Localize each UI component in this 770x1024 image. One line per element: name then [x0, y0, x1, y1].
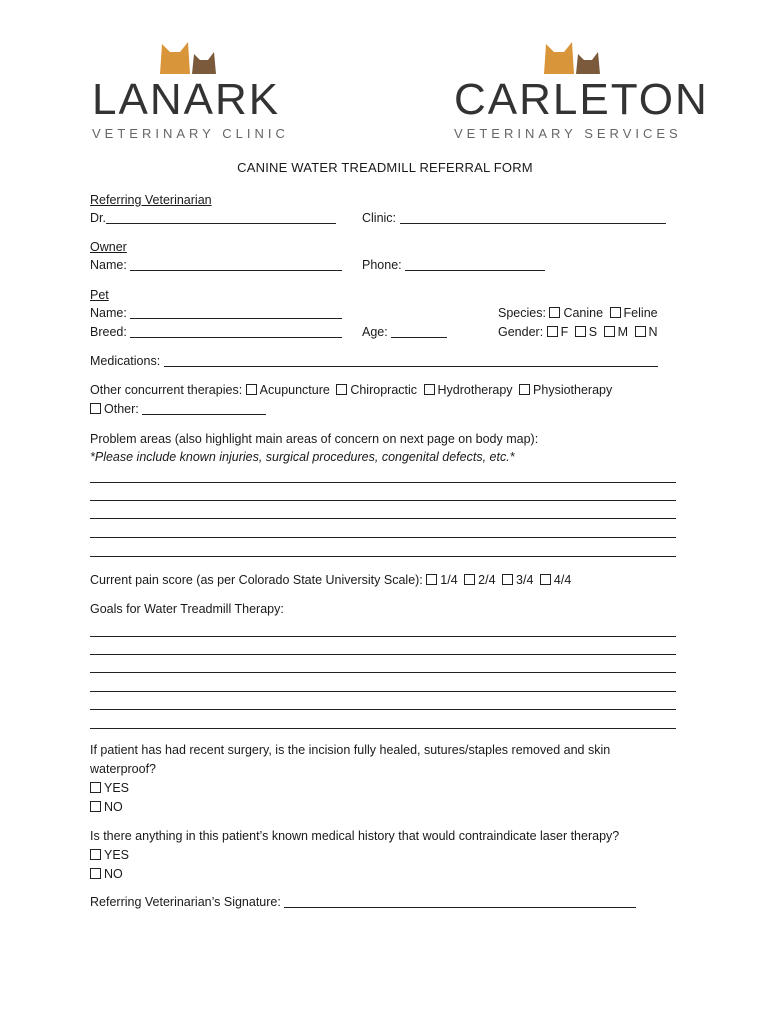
owner-heading: Owner [90, 240, 127, 254]
laser-yes-checkbox[interactable] [90, 849, 101, 860]
age-label: Age: [362, 325, 388, 339]
problem-areas-note: *Please include known injuries, surgical procedures, congenital defects, etc.* [90, 450, 515, 464]
surgery-question: If patient has had recent surgery, is the incision fully healed, sutures/staples removed and skin [90, 743, 611, 757]
therapy-other-label: Other: [104, 402, 139, 416]
laser-yes-option[interactable]: YES [90, 848, 129, 862]
therapies-label: Other concurrent therapies: [90, 383, 243, 397]
laser-no-option[interactable]: NO [90, 867, 123, 881]
goals-line[interactable] [90, 709, 676, 710]
therapy-chiropractic-checkbox[interactable] [336, 384, 347, 395]
form-title: CANINE WATER TREADMILL REFERRAL FORM [237, 160, 533, 175]
pain-score-label: Current pain score (as per Colorado State University Scale): [90, 573, 423, 587]
breed-label: Breed: [90, 325, 127, 339]
goals-line[interactable] [90, 654, 676, 655]
dr-label: Dr. [90, 211, 106, 225]
pain-2-4-checkbox[interactable] [464, 574, 475, 585]
logo-wordmark: LANARK [92, 75, 281, 124]
pain-3-4-checkbox[interactable] [502, 574, 513, 585]
signature-field[interactable] [90, 895, 636, 909]
pet-name-field[interactable] [90, 306, 342, 320]
surgery-no-checkbox[interactable] [90, 801, 101, 812]
surgery-no-option[interactable]: NO [90, 800, 123, 814]
logo-wordmark: CARLETON [454, 75, 709, 124]
problem-line[interactable] [90, 556, 676, 557]
pet-name-label: Name: [90, 306, 127, 320]
therapy-physiotherapy-checkbox[interactable] [519, 384, 530, 395]
gender-group: Gender: F S M N [498, 325, 658, 339]
goals-line[interactable] [90, 728, 676, 729]
surgery-yes-checkbox[interactable] [90, 782, 101, 793]
phone-field[interactable] [362, 258, 545, 272]
carleton-logo [454, 46, 709, 141]
goals-label: Goals for Water Treadmill Therapy: [90, 602, 284, 616]
lanark-logo [92, 46, 289, 141]
pain-score-group: Current pain score (as per Colorado State University Scale): 1/4 2/4 3/4 4/4 [90, 573, 572, 587]
problem-line[interactable] [90, 482, 676, 483]
therapy-other-checkbox[interactable] [90, 403, 101, 414]
surgery-yes-option[interactable]: YES [90, 781, 129, 795]
therapy-other-field[interactable] [90, 402, 266, 416]
pain-4-4-checkbox[interactable] [540, 574, 551, 585]
breed-field[interactable] [90, 325, 342, 339]
problem-line[interactable] [90, 537, 676, 538]
dr-field[interactable] [90, 211, 336, 225]
gender-f-checkbox[interactable] [547, 326, 558, 337]
medications-label: Medications: [90, 354, 161, 368]
owner-name-field[interactable] [90, 258, 342, 272]
pet-silhouette-icon [150, 36, 230, 76]
species-group: Species: Canine Feline [498, 306, 658, 320]
goals-line[interactable] [90, 672, 676, 673]
problem-line[interactable] [90, 518, 676, 519]
phone-label: Phone: [362, 258, 402, 272]
laser-question: Is there anything in this patient’s known medical history that would contraindicate laser therapy? [90, 829, 620, 843]
gender-s-checkbox[interactable] [575, 326, 586, 337]
pet-silhouette-icon [534, 36, 614, 76]
gender-m-checkbox[interactable] [604, 326, 615, 337]
logo-subtitle: VETERINARY SERVICES [454, 126, 682, 141]
problem-line[interactable] [90, 500, 676, 501]
pain-1-4-checkbox[interactable] [426, 574, 437, 585]
owner-name-label: Name: [90, 258, 127, 272]
problem-areas-label: Problem areas (also highlight main areas of concern on next page on body map): [90, 432, 539, 446]
therapy-acupuncture-checkbox[interactable] [246, 384, 257, 395]
species-label: Species: [498, 306, 546, 320]
gender-n-checkbox[interactable] [635, 326, 646, 337]
logo-subtitle: VETERINARY CLINIC [92, 126, 289, 141]
referring-heading: Referring Veterinarian [90, 193, 212, 207]
species-canine-checkbox[interactable] [549, 307, 560, 318]
laser-no-checkbox[interactable] [90, 868, 101, 879]
goals-line[interactable] [90, 636, 676, 637]
clinic-label: Clinic: [362, 211, 397, 225]
medications-field[interactable] [90, 354, 658, 368]
goals-line[interactable] [90, 691, 676, 692]
signature-label: Referring Veterinarian’s Signature: [90, 895, 281, 909]
therapy-hydrotherapy-checkbox[interactable] [424, 384, 435, 395]
pet-heading: Pet [90, 288, 109, 302]
species-feline-checkbox[interactable] [610, 307, 621, 318]
gender-label: Gender: [498, 325, 544, 339]
therapies-group: Other concurrent therapies: Acupuncture Chiropractic Hydrotherapy Physiotherapy [90, 383, 613, 397]
age-field[interactable] [362, 325, 447, 339]
surgery-question-cont: waterproof? [90, 762, 157, 776]
clinic-field[interactable] [362, 211, 666, 225]
